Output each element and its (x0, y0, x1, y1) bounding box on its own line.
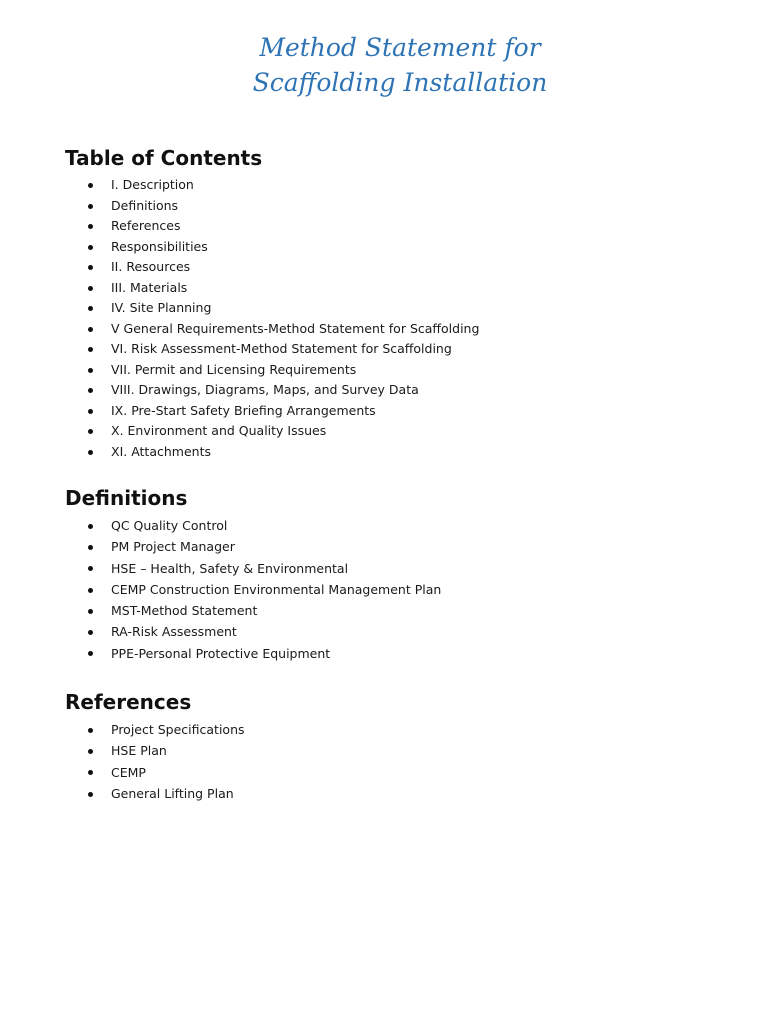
bullet-icon (88, 566, 93, 571)
toc-item (65, 319, 725, 340)
toc-item (65, 339, 725, 360)
definition-item-label: PM Project Manager (111, 539, 235, 555)
title-line-1: Method Statement for (259, 33, 541, 62)
bullet-icon (88, 183, 93, 188)
bullet-icon (88, 429, 93, 434)
toc-item (65, 257, 725, 278)
table-of-contents-section (65, 145, 725, 462)
definition-item-label: RA-Risk Assessment (111, 624, 237, 640)
toc-item-label: I. Description (111, 177, 194, 192)
definition-item-label: QC Quality Control (111, 518, 228, 533)
toc-item-label: VII. Permit and Licensing Requirements (111, 361, 357, 377)
reference-item-label: HSE Plan (111, 743, 167, 759)
toc-item-label: XI. Attachments (111, 443, 211, 459)
bullet-icon (88, 630, 93, 635)
toc-item (65, 298, 725, 319)
definition-item-label: PPE-Personal Protective Equipment (111, 645, 331, 661)
bullet-icon (88, 347, 93, 352)
bullet-icon (88, 409, 93, 414)
toc-item-label: VI. Risk Assessment-Method Statement for Scaffolding (111, 341, 452, 356)
bullet-icon (88, 728, 93, 733)
toc-item-label: X. Environment and Quality Issues (111, 423, 327, 438)
bullet-icon (88, 792, 93, 797)
bullet-icon (88, 450, 93, 455)
bullet-icon (88, 388, 93, 393)
definition-item (65, 643, 725, 664)
bullet-icon (88, 286, 93, 291)
bullet-icon (88, 770, 93, 775)
references-list (65, 719, 725, 804)
toc-item (65, 401, 725, 422)
bullet-icon (88, 651, 93, 656)
bullet-icon (88, 245, 93, 250)
toc-item (65, 196, 725, 217)
definitions-section (65, 485, 725, 664)
definition-item (65, 515, 725, 536)
toc-item (65, 216, 725, 237)
definition-item-label: HSE – Health, Safety & Environmental (111, 560, 349, 576)
bullet-icon (88, 609, 93, 614)
toc-item-label: VIII. Drawings, Diagrams, Maps, and Survey Data (111, 382, 419, 397)
definitions-heading: Definitions (65, 486, 188, 510)
bullet-icon (88, 368, 93, 373)
toc-heading: Table of Contents (65, 146, 263, 170)
definition-item (65, 536, 725, 557)
bullet-icon (88, 545, 93, 550)
references-section (65, 689, 725, 804)
reference-item-label: General Lifting Plan (111, 785, 234, 801)
toc-item-label: V General Requirements-Method Statement for Scaffolding (111, 320, 480, 336)
toc-item-label: II. Resources (111, 259, 191, 274)
reference-item (65, 783, 725, 804)
references-heading: References (65, 690, 192, 714)
definition-item-label: CEMP Construction Environmental Management Plan (111, 581, 442, 597)
definition-item-label: MST-Method Statement (111, 603, 258, 619)
reference-item-label: Project Specifications (111, 722, 245, 737)
bullet-icon (88, 306, 93, 311)
bullet-icon (88, 327, 93, 332)
reference-item (65, 762, 725, 783)
definition-item (65, 579, 725, 600)
toc-item (65, 421, 725, 442)
toc-item (65, 380, 725, 401)
bullet-icon (88, 588, 93, 593)
toc-item (65, 360, 725, 381)
definitions-list (65, 515, 725, 664)
toc-item (65, 237, 725, 258)
toc-item-label: IV. Site Planning (111, 300, 212, 315)
bullet-icon (88, 265, 93, 270)
reference-item (65, 740, 725, 761)
bullet-icon (88, 524, 93, 529)
definition-item (65, 600, 725, 621)
toc-item-label: References (111, 218, 181, 233)
reference-item-label: CEMP (111, 764, 146, 780)
toc-list (65, 175, 725, 462)
document-title (0, 30, 768, 100)
title-line-2: Scaffolding Installation (252, 68, 548, 97)
bullet-icon (88, 749, 93, 754)
reference-item (65, 719, 725, 740)
toc-item-label: IX. Pre-Start Safety Briefing Arrangements (111, 402, 376, 418)
definition-item (65, 621, 725, 642)
toc-item-label: Responsibilities (111, 238, 208, 254)
toc-item-label: III. Materials (111, 279, 188, 295)
toc-item (65, 442, 725, 463)
toc-item-label: Definitions (111, 197, 179, 213)
definition-item (65, 558, 725, 579)
bullet-icon (88, 224, 93, 229)
toc-item (65, 175, 725, 196)
toc-item (65, 278, 725, 299)
bullet-icon (88, 204, 93, 209)
